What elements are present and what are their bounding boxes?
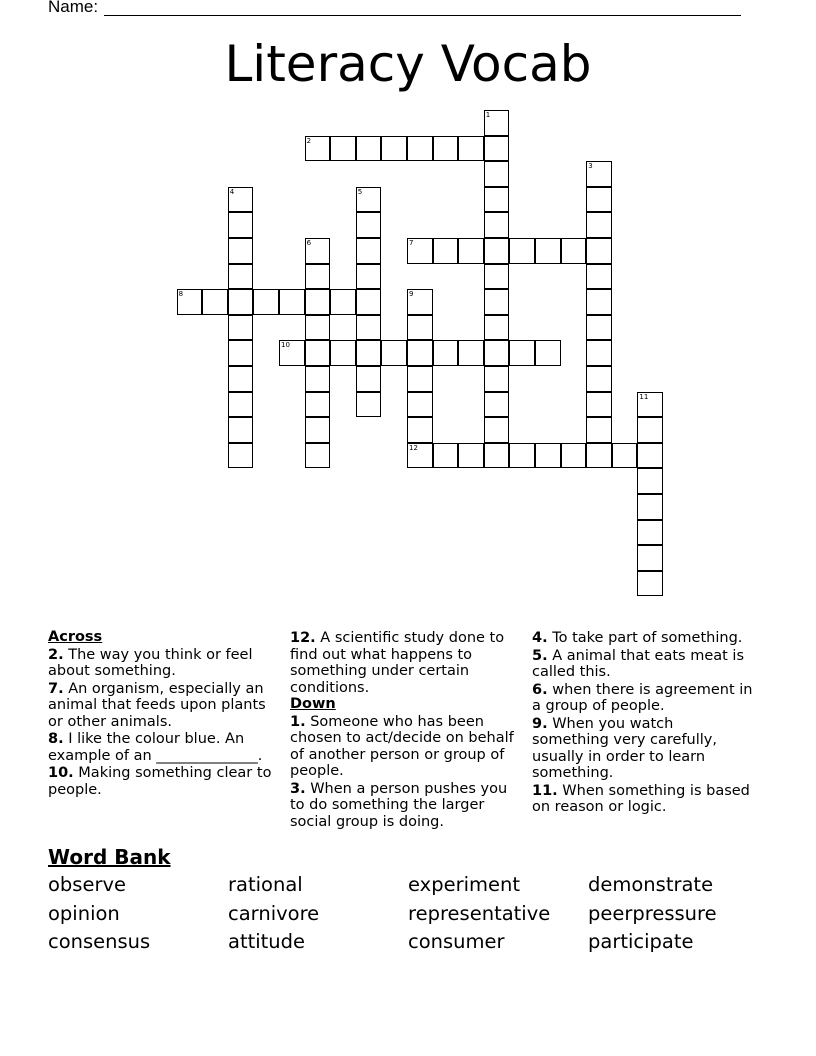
grid-cell[interactable] — [202, 289, 228, 315]
grid-cell[interactable] — [484, 187, 510, 213]
grid-cell[interactable] — [535, 443, 561, 469]
word-bank-word: opinion — [48, 902, 120, 925]
grid-cell[interactable] — [305, 264, 331, 290]
grid-cell[interactable] — [484, 289, 510, 315]
grid-cell[interactable] — [228, 289, 254, 315]
grid-cell[interactable] — [561, 443, 587, 469]
word-bank-word: attitude — [228, 930, 306, 953]
clue-column-3 — [532, 629, 754, 816]
clue-number: 2 — [306, 136, 312, 145]
clue-item — [290, 714, 522, 780]
grid-cell[interactable] — [305, 289, 331, 315]
grid-cell[interactable] — [484, 110, 510, 136]
grid-cell[interactable] — [228, 238, 254, 264]
grid-cell[interactable] — [228, 366, 254, 392]
grid-cell[interactable] — [484, 238, 510, 264]
grid-cell[interactable] — [637, 443, 663, 469]
grid-cell[interactable] — [330, 340, 356, 366]
grid-cell[interactable] — [561, 238, 587, 264]
grid-cell[interactable] — [407, 136, 433, 162]
grid-cell[interactable] — [637, 417, 663, 443]
clue-item-number: 12. — [290, 630, 316, 646]
clue-item-text: When something is based on reason or logic. — [532, 782, 750, 815]
grid-cell[interactable] — [305, 238, 331, 264]
grid-cell[interactable] — [586, 340, 612, 366]
word-bank-word: rational — [228, 873, 303, 896]
grid-cell[interactable] — [228, 212, 254, 238]
clue-number: 6 — [306, 239, 312, 247]
grid-cell[interactable] — [356, 315, 382, 341]
grid-cell[interactable] — [356, 340, 382, 366]
grid-cell[interactable] — [407, 340, 433, 366]
clue-item-text: A animal that eats meat is called this. — [532, 647, 745, 680]
clue-item-text: I like the colour blue. An example of an ______________. — [48, 731, 263, 764]
grid-cell[interactable] — [356, 264, 382, 290]
grid-cell[interactable] — [612, 443, 638, 469]
page-title: Literacy Vocab — [224, 35, 592, 93]
grid-cell[interactable] — [586, 289, 612, 315]
grid-cell[interactable] — [586, 264, 612, 290]
grid-cell[interactable] — [586, 161, 612, 187]
clue-item-number: 1. — [290, 713, 306, 730]
grid-cell[interactable] — [484, 366, 510, 392]
clue-item — [48, 765, 276, 798]
grid-cell[interactable] — [433, 238, 459, 264]
grid-cell[interactable] — [253, 289, 279, 315]
clue-item — [48, 647, 276, 680]
grid-cell[interactable] — [305, 417, 331, 443]
grid-cell[interactable] — [637, 545, 663, 571]
clue-item-text: When you watch something very carefully, usually in order to learn something. — [532, 715, 717, 781]
grid-cell[interactable] — [407, 289, 433, 315]
grid-cell[interactable] — [458, 238, 484, 264]
grid-cell[interactable] — [637, 468, 663, 494]
grid-cell[interactable] — [586, 392, 612, 418]
word-bank-word: participate — [588, 930, 694, 953]
grid-cell[interactable] — [228, 417, 254, 443]
clue-item-number: 8. — [48, 731, 64, 747]
grid-cell[interactable] — [586, 238, 612, 264]
clue-item-text: Making something clear to people. — [48, 765, 272, 798]
grid-cell[interactable] — [484, 443, 510, 469]
clue-column-2 — [290, 629, 522, 830]
clue-number: 4 — [229, 187, 235, 196]
clue-number: 10 — [281, 341, 290, 350]
grid-cell[interactable] — [586, 212, 612, 238]
grid-cell[interactable] — [586, 417, 612, 443]
word-bank-word: carnivore — [228, 902, 320, 925]
down-heading: Down — [290, 696, 336, 712]
grid-cell[interactable] — [484, 340, 510, 366]
grid-cell[interactable] — [177, 289, 203, 315]
word-bank-word: representative — [408, 902, 551, 925]
grid-cell[interactable] — [356, 187, 382, 213]
clue-number: 8 — [178, 290, 184, 299]
grid-cell[interactable] — [305, 315, 331, 341]
grid-cell[interactable] — [586, 443, 612, 469]
grid-cell[interactable] — [228, 187, 254, 213]
grid-cell[interactable] — [484, 136, 510, 162]
grid-cell[interactable] — [509, 238, 535, 264]
grid-cell[interactable] — [407, 392, 433, 418]
grid-cell[interactable] — [305, 340, 331, 366]
clue-item-number: 4. — [532, 630, 548, 646]
clue-item — [532, 648, 754, 681]
word-bank-word: observe — [48, 873, 127, 896]
clue-item — [532, 630, 754, 647]
clue-item — [290, 630, 522, 696]
grid-cell[interactable] — [228, 443, 254, 469]
grid-cell[interactable] — [637, 520, 663, 546]
grid-cell[interactable] — [407, 238, 433, 264]
across-heading: Across — [48, 629, 103, 645]
clue-column-1 — [48, 629, 276, 798]
grid-cell[interactable] — [381, 136, 407, 162]
grid-cell[interactable] — [637, 571, 663, 597]
clue-item — [48, 731, 276, 764]
clue-item-text: A scientific study done to find out what happens to something under certain conditions. — [290, 630, 505, 696]
grid-cell[interactable] — [228, 264, 254, 290]
name-label: Name: — [48, 0, 99, 16]
grid-cell[interactable] — [458, 443, 484, 469]
clue-number: 5 — [357, 187, 363, 196]
grid-cell[interactable] — [305, 366, 331, 392]
grid-cell[interactable] — [407, 366, 433, 392]
grid-cell[interactable] — [433, 443, 459, 469]
clue-item-number: 9. — [532, 715, 548, 732]
grid-cell[interactable] — [305, 136, 331, 162]
grid-cell[interactable] — [356, 366, 382, 392]
clue-item — [532, 716, 754, 782]
grid-cell[interactable] — [535, 238, 561, 264]
grid-cell[interactable] — [433, 340, 459, 366]
grid-cell[interactable] — [637, 494, 663, 520]
grid-cell[interactable] — [330, 289, 356, 315]
grid-cell[interactable] — [509, 443, 535, 469]
grid-cell[interactable] — [228, 315, 254, 341]
grid-cell[interactable] — [586, 187, 612, 213]
clue-number: 9 — [409, 290, 414, 299]
grid-cell[interactable] — [356, 289, 382, 315]
grid-cell[interactable] — [228, 392, 254, 418]
grid-cell[interactable] — [407, 443, 433, 469]
clue-number: 12 — [409, 443, 418, 452]
clue-item-number: 10. — [48, 765, 74, 781]
grid-cell[interactable] — [279, 340, 305, 366]
clue-item-number: 3. — [290, 780, 306, 797]
grid-cell[interactable] — [484, 264, 510, 290]
grid-cell[interactable] — [356, 238, 382, 264]
grid-cell[interactable] — [458, 136, 484, 162]
word-bank-word: consumer — [408, 930, 505, 953]
grid-cell[interactable] — [356, 212, 382, 238]
clue-item — [532, 783, 754, 816]
grid-cell[interactable] — [330, 136, 356, 162]
word-bank-word: demonstrate — [588, 873, 714, 896]
word-bank-word: peerpressure — [588, 902, 717, 925]
clue-item-text: To take part of something. — [547, 630, 743, 646]
clue-item-number: 2. — [48, 646, 64, 663]
grid-cell[interactable] — [484, 212, 510, 238]
grid-cell[interactable] — [484, 161, 510, 187]
grid-cell[interactable] — [586, 315, 612, 341]
grid-cell[interactable] — [305, 443, 331, 469]
clue-number: 11 — [639, 392, 649, 401]
grid-cell[interactable] — [535, 340, 561, 366]
word-bank-word: experiment — [408, 873, 521, 896]
clue-item-number: 6. — [532, 681, 548, 698]
clue-item-number: 5. — [532, 647, 548, 664]
grid-cell[interactable] — [279, 289, 305, 315]
grid-cell[interactable] — [407, 315, 433, 341]
grid-cell[interactable] — [484, 315, 510, 341]
clue-item — [48, 681, 276, 731]
clue-item-text: An organism, especially an animal that feeds upon plants or other animals. — [48, 680, 266, 730]
clue-item — [290, 781, 522, 831]
clue-item-text: When a person pushes you to do something the larger social group is doing. — [290, 780, 508, 830]
word-bank-title: Word Bank — [48, 845, 171, 869]
clue-item-number: 11. — [532, 782, 558, 799]
grid-cell[interactable] — [356, 136, 382, 162]
grid-cell[interactable] — [484, 392, 510, 418]
clue-number: 1 — [485, 111, 491, 119]
grid-cell[interactable] — [305, 392, 331, 418]
clue-item — [532, 682, 754, 715]
grid-cell[interactable] — [458, 340, 484, 366]
grid-cell[interactable] — [484, 417, 510, 443]
grid-cell[interactable] — [381, 340, 407, 366]
clue-item-number: 7. — [48, 680, 64, 697]
grid-cell[interactable] — [356, 392, 382, 418]
grid-cell[interactable] — [509, 340, 535, 366]
grid-cell[interactable] — [228, 340, 254, 366]
grid-cell[interactable] — [637, 392, 663, 418]
clue-item-text: The way you think or feel about something. — [48, 646, 253, 679]
grid-cell[interactable] — [407, 417, 433, 443]
word-bank-word: consensus — [48, 930, 151, 953]
clue-number: 7 — [409, 239, 414, 247]
grid-cell[interactable] — [433, 136, 459, 162]
grid-cell[interactable] — [586, 366, 612, 392]
clue-item-text: when there is agreement in a group of people. — [532, 681, 753, 714]
clue-item-text: Someone who has been chosen to act/decide on behalf of another person or group of people. — [290, 713, 514, 779]
clue-number: 3 — [588, 162, 593, 171]
